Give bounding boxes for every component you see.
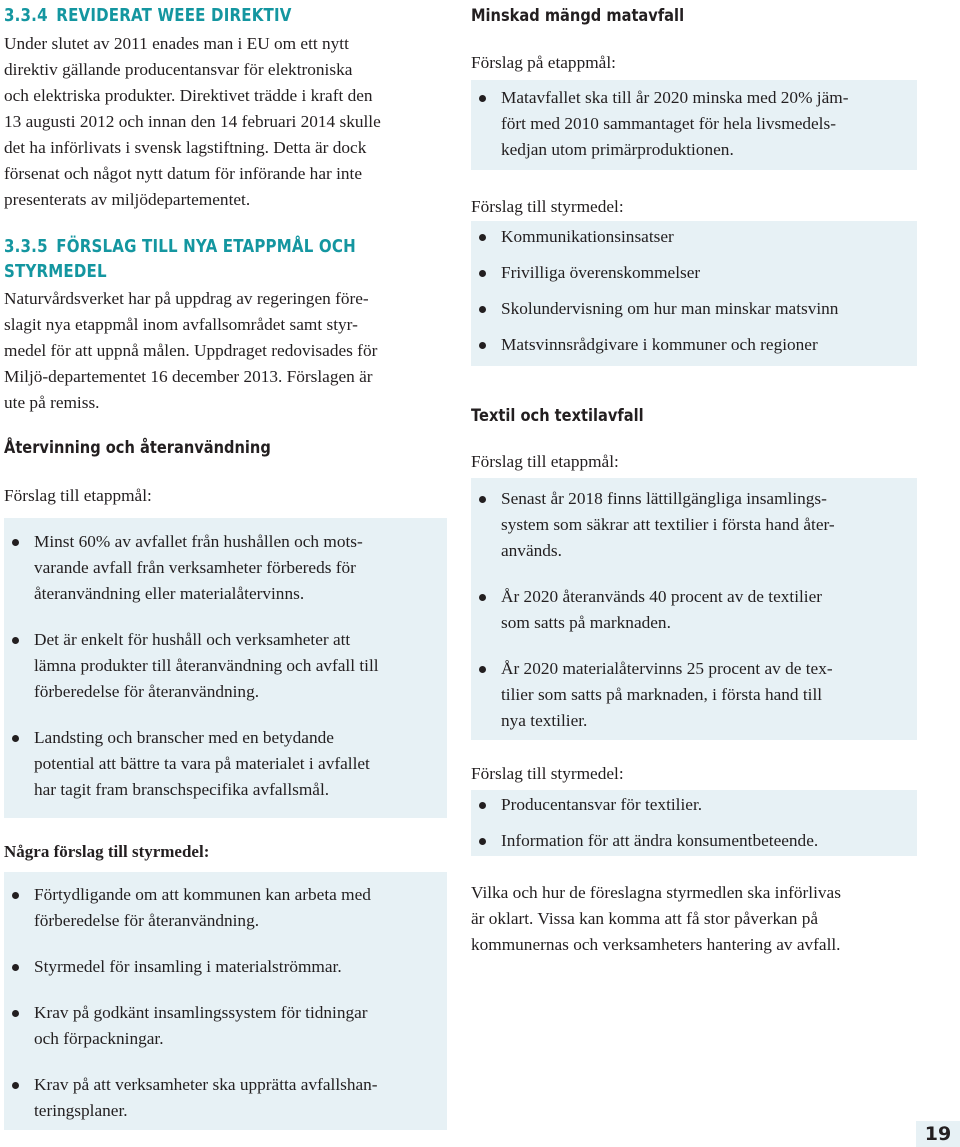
- section-body-3-3-5: Naturvårdsverket har på uppdrag av regeringen före- slagit nya etappmål inom avfallsområdet samt styr- medel för att uppnå målen. Uppdraget redovisades för Miljö-departementet 16 december 2013. Förslagen är ute på remiss.: [4, 289, 378, 412]
- subheading-textil: Textil och textilavfall: [471, 406, 644, 426]
- list-item: Matsvinnsrådgivare i kommuner och regioner: [471, 332, 917, 358]
- closing-paragraph: Vilka och hur de föreslagna styrmedlen ska införlivas är oklart. Vissa kan komma att få stor påverkan på kommunernas och verksamheters hantering av avfall.: [471, 883, 841, 954]
- right-column: [471, 0, 917, 958]
- subheading-atervinning: Återvinning och återanvändning: [4, 438, 271, 458]
- list-item: Krav på att verksamheter ska upprätta avfallshan- teringsplaner.: [4, 1072, 447, 1124]
- bullet-icon: [479, 95, 486, 102]
- label-forslag-styrmedel: Förslag till styrmedel:: [471, 764, 624, 783]
- matavfall-styrmedel-box: [471, 221, 917, 366]
- bullet-icon: [12, 637, 19, 644]
- list-item: Landsting och branscher med en betydande potential att bättre ta vara på materialet i avfallet har tagit fram branschspecifika avfallsmål.: [4, 725, 447, 803]
- bullet-icon: [479, 666, 486, 673]
- list-item: Frivilliga överenskommelser: [471, 260, 917, 286]
- list-item: Kommunikationsinsatser: [471, 224, 917, 250]
- list-item: Producentansvar för textilier.: [471, 792, 917, 818]
- list-item: Styrmedel för insamling i materialströmmar.: [4, 954, 447, 980]
- matavfall-etappmal-box: [471, 80, 917, 170]
- bullet-icon: [12, 735, 19, 742]
- label-forslag-styrmedel: Förslag till styrmedel:: [471, 197, 624, 216]
- textil-etappmal-box: [471, 478, 917, 740]
- bullet-icon: [479, 496, 486, 503]
- bullet-icon: [12, 539, 19, 546]
- bullet-icon: [479, 306, 486, 313]
- bullet-icon: [479, 594, 486, 601]
- list-item: Minst 60% av avfallet från hushållen och mots- varande avfall från verksamheter förbereds för återanvändning eller materialåtervinns.: [4, 529, 447, 607]
- etappmal-box: [4, 518, 447, 818]
- label-forslag-etappmal: Förslag på etappmål:: [471, 53, 616, 72]
- list-item: Matavfallet ska till år 2020 minska med 20% jäm- fört med 2010 sammantaget för hela livsmedels- kedjan utom primärproduktionen.: [471, 85, 917, 163]
- bullet-icon: [479, 802, 486, 809]
- bullet-icon: [12, 1082, 19, 1089]
- list-item: Det är enkelt för hushåll och verksamheter att lämna produkter till återanvändning och avfall till förberedelse för återanvändning.: [4, 627, 447, 705]
- list-item: Information för att ändra konsumentbeteende.: [471, 828, 917, 854]
- bullet-icon: [479, 270, 486, 277]
- section-heading-3-3-4: 3.3.4 REVIDERAT WEEE DIREKTIV: [4, 6, 292, 26]
- page-number: 19: [916, 1121, 960, 1147]
- list-item: År 2020 återanvänds 40 procent av de textilier som satts på marknaden.: [471, 584, 917, 636]
- list-item: År 2020 materialåtervinns 25 procent av de tex- tilier som satts på marknaden, i första hand till nya textilier.: [471, 656, 917, 734]
- left-column: [4, 0, 447, 1130]
- label-forslag-etappmal: Förslag till etappmål:: [471, 452, 619, 471]
- bullet-icon: [12, 964, 19, 971]
- list-item: Senast år 2018 finns lättillgängliga insamlings- system som säkrar att textilier i första hand åter- används.: [471, 486, 917, 564]
- list-item: Skolundervisning om hur man minskar matsvinn: [471, 296, 917, 322]
- label-forslag-etappmal: Förslag till etappmål:: [4, 486, 152, 505]
- section-body-3-3-4: Under slutet av 2011 enades man i EU om ett nytt direktiv gällande producentansvar för elektroniska och elektriska produkter. Direktivet trädde i kraft den 13 augusti 2012 och innan den 14 februari 2014 skulle det ha införlivats i svensk lagstiftning. Detta är dock försenat och något nytt datum för införande har inte presenterats av miljödepartementet.: [4, 34, 381, 209]
- bullet-icon: [479, 234, 486, 241]
- subheading-styrmedel: Några förslag till styrmedel:: [4, 842, 210, 861]
- bullet-icon: [12, 892, 19, 899]
- bullet-icon: [479, 838, 486, 845]
- bullet-icon: [479, 342, 486, 349]
- list-item: Krav på godkänt insamlingssystem för tidningar och förpackningar.: [4, 1000, 447, 1052]
- bullet-icon: [12, 1010, 19, 1017]
- styrmedel-box: [4, 872, 447, 1130]
- subheading-matavfall: Minskad mängd matavfall: [471, 6, 685, 26]
- section-heading-3-3-5: 3.3.5 FÖRSLAG TILL NYA ETAPPMÅL OCH STYRMEDEL: [4, 237, 356, 282]
- list-item: Förtydligande om att kommunen kan arbeta med förberedelse för återanvändning.: [4, 882, 447, 934]
- textil-styrmedel-box: [471, 790, 917, 856]
